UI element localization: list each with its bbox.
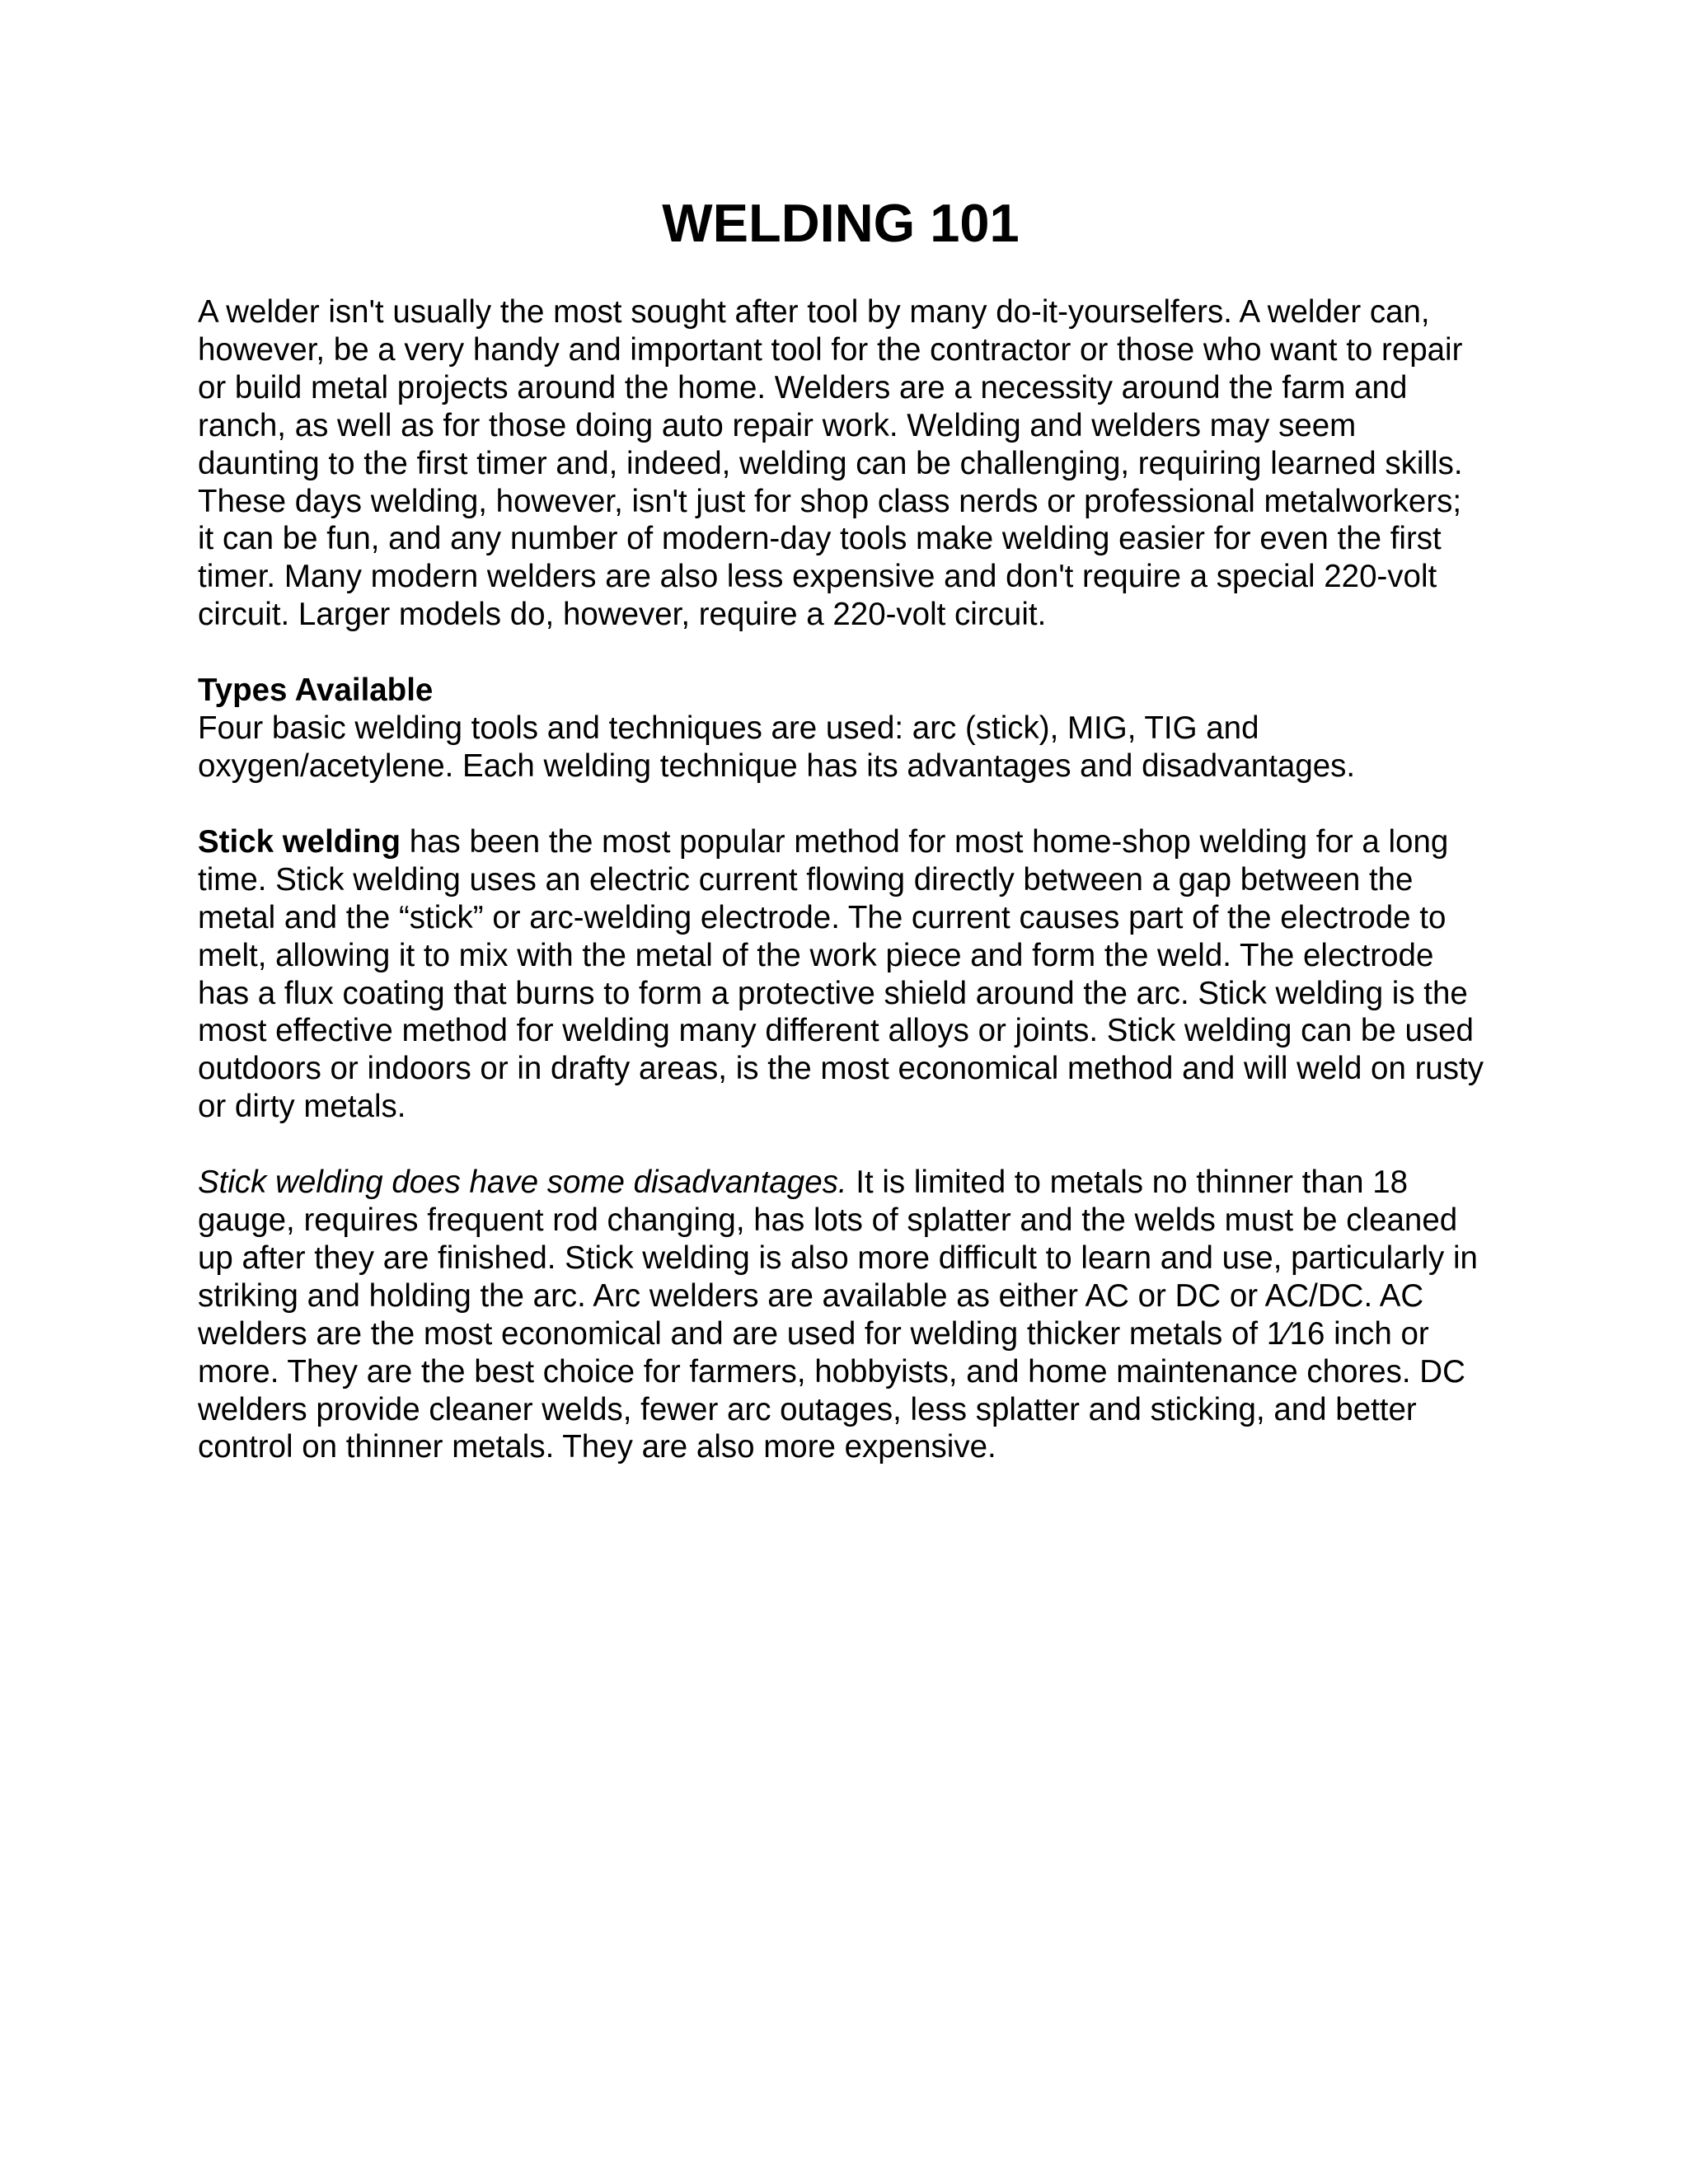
disadvantages-text: It is limited to metals no thinner than 18 gauge, requires frequent rod changing, has lots of splatter and the welds must be cleaned up after they are finished. Stick welding is also more difficult to learn and use, particularly in striking and holding the arc. Arc welders are available as either AC or DC or AC/DC. AC welders are the most economical and are used for welding thicker metals of 1⁄16 inch or more. They are the best choice for farmers, hobbyists, and home maintenance chores. DC welders provide cleaner welds, fewer arc outages, less splatter and sticking, and better control on thinner metals. They are also more expensive. <box>198 1165 1478 1465</box>
types-text: Four basic welding tools and techniques are used: arc (stick), MIG, TIG and oxygen/acetylene. Each welding technique has its advantages and disadvantages. <box>198 710 1356 784</box>
types-paragraph <box>198 672 1484 785</box>
document-content <box>198 186 1484 1466</box>
page-title: WELDING 101 <box>662 193 1020 253</box>
disadvantages-paragraph <box>198 1164 1484 1466</box>
stick-text: has been the most popular method for most home-shop welding for a long time. Stick welding uses an electric current flowing directly between a gap between the metal and the “stick” or arc-welding electrode. The current causes part of the electrode to melt, allowing it to mix with the metal of the work piece and form the weld. The electrode has a flux coating that burns to form a protective shield around the arc. Stick welding is the most effective method for welding many different alloys or joints. Stick welding can be used outdoors or indoors or in drafty areas, is the most economical method and will weld on rusty or dirty metals. <box>198 823 1484 1125</box>
stick-lead: Stick welding <box>198 823 401 860</box>
types-heading: Types Available <box>198 673 434 709</box>
intro-paragraph: A welder isn't usually the most sought after tool by many do-it-yourselfers. A welder can, however, be a very handy and important tool for the contractor or those who want to repair or build metal projects around the home. Welders are a necessity around the farm and ranch, as well as for those doing auto repair work. Welding and welders may seem daunting to the first timer and, indeed, welding can be challenging, requiring learned skills. These days welding, however, isn't just for shop class nerds or professional metalworkers; it can be fun, and any number of modern-day tools make welding easier for even the first timer. Many modern welders are also less expensive and don't require a special 220-volt circuit. Larger models do, however, require a 220-volt circuit. <box>198 294 1463 633</box>
stick-paragraph <box>198 823 1484 1126</box>
disadvantages-lead: Stick welding does have some disadvantages. <box>198 1165 847 1201</box>
